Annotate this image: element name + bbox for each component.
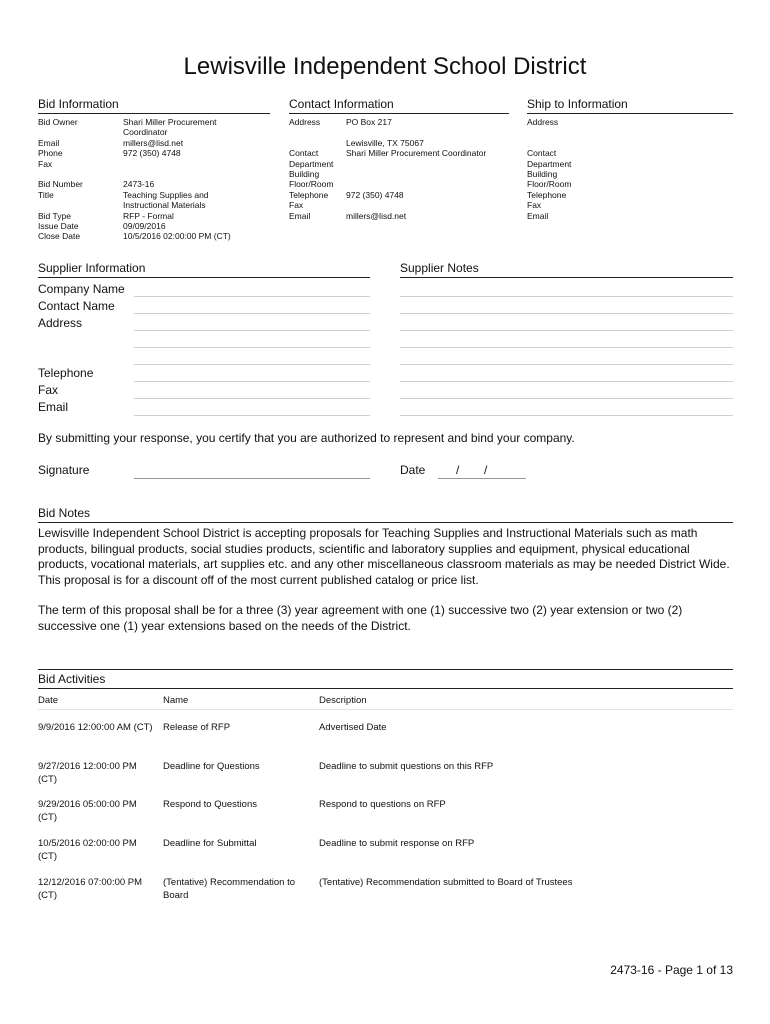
supplier-notes-line[interactable] bbox=[400, 330, 733, 331]
address-label: Address bbox=[38, 316, 83, 330]
ship-email-label: Email bbox=[527, 210, 549, 221]
activity-description: Deadline to submit response on RFP bbox=[319, 838, 475, 849]
supplier-information-heading: Supplier Information bbox=[38, 261, 146, 275]
column-header-date: Date bbox=[38, 695, 59, 706]
activity-description: (Tentative) Recommendation submitted to Board of Trustees bbox=[319, 877, 573, 888]
ship-info-rule bbox=[527, 113, 733, 114]
address-field-line-3[interactable] bbox=[134, 364, 370, 365]
contact-fax-label: Fax bbox=[289, 200, 304, 211]
bid-phone-value: 972 (350) 4748 bbox=[123, 148, 181, 159]
contact-telephone-label: Telephone bbox=[289, 189, 329, 200]
telephone-field[interactable] bbox=[134, 381, 370, 382]
bid-owner-label: Bid Owner bbox=[38, 117, 78, 127]
bid-notes-paragraph-2: The term of this proposal shall be for a three (3) year agreement with one (1) successive two (2) year extension or two (2) successive one (1) year extensions based on the needs of the District. bbox=[38, 603, 683, 633]
company-name-label: Company Name bbox=[38, 282, 125, 296]
column-header-rule bbox=[38, 709, 733, 710]
bid-notes-rule bbox=[38, 522, 733, 523]
date-label: Date bbox=[400, 463, 426, 477]
page-number: 2473-16 - Page 1 of 13 bbox=[610, 963, 733, 977]
contact-address-line2: Lewisville, TX 75067 bbox=[346, 137, 424, 148]
certify-statement: By submitting your response, you certify that you are authorized to represent and bind your company. bbox=[38, 431, 575, 445]
bid-activities-heading: Bid Activities bbox=[38, 672, 106, 686]
contact-telephone-value: 972 (350) 4748 bbox=[346, 189, 404, 200]
ship-contact-label: Contact bbox=[527, 148, 557, 159]
issue-date-value: 09/09/2016 bbox=[123, 221, 166, 231]
activity-date: 12/12/2016 07:00:00 PM (CT) bbox=[38, 877, 143, 901]
fax-label: Fax bbox=[38, 383, 59, 397]
contact-name-label: Contact Name bbox=[38, 299, 115, 313]
bid-owner-value-2: Coordinator bbox=[123, 127, 168, 138]
contact-label: Contact bbox=[289, 148, 319, 159]
contact-email-label: Email bbox=[289, 210, 311, 221]
contact-address-line1: PO Box 217 bbox=[346, 117, 392, 127]
contact-information-heading: Contact Information bbox=[289, 97, 394, 111]
supplier-notes-rule bbox=[400, 277, 733, 278]
activity-date: 9/9/2016 12:00:00 AM (CT) bbox=[38, 722, 153, 733]
date-separator-2: / bbox=[484, 463, 488, 477]
supplier-notes-heading: Supplier Notes bbox=[400, 261, 479, 275]
contact-address-label: Address bbox=[289, 117, 321, 127]
bid-number-value: 2473-16 bbox=[123, 179, 155, 190]
bid-title-value-1: Teaching Supplies and bbox=[123, 189, 209, 200]
column-header-name: Name bbox=[163, 695, 189, 706]
bid-fax-label: Fax bbox=[38, 158, 53, 169]
telephone-label: Telephone bbox=[38, 366, 94, 380]
bid-phone-label: Phone bbox=[38, 148, 63, 159]
activity-date: 10/5/2016 02:00:00 PM (CT) bbox=[38, 838, 137, 862]
bid-title-label: Title bbox=[38, 189, 54, 200]
bid-info-rule bbox=[38, 113, 270, 114]
contact-floor-label: Floor/Room bbox=[289, 179, 334, 190]
email-field[interactable] bbox=[134, 415, 370, 416]
email-label: Email bbox=[38, 400, 69, 414]
page-title: Lewisville Independent School District bbox=[183, 53, 587, 80]
activity-description: Advertised Date bbox=[319, 722, 387, 733]
ship-department-label: Department bbox=[527, 158, 572, 169]
fax-field[interactable] bbox=[134, 398, 370, 399]
activity-name: Deadline for Questions bbox=[163, 761, 260, 772]
supplier-notes-line[interactable] bbox=[400, 381, 733, 382]
company-name-field[interactable] bbox=[134, 296, 370, 297]
address-field-line-1[interactable] bbox=[134, 330, 370, 331]
date-field[interactable] bbox=[438, 478, 526, 479]
supplier-notes-line[interactable] bbox=[400, 398, 733, 399]
close-date-value: 10/5/2016 02:00:00 PM (CT) bbox=[123, 231, 231, 242]
activity-description: Respond to questions on RFP bbox=[319, 799, 446, 810]
contact-info-rule bbox=[289, 113, 509, 114]
activity-description: Deadline to submit questions on this RFP bbox=[319, 761, 494, 772]
ship-address-label: Address bbox=[527, 117, 559, 127]
activity-name: Respond to Questions bbox=[163, 799, 258, 810]
bid-type-label: Bid Type bbox=[38, 210, 71, 221]
activity-date: 9/29/2016 05:00:00 PM (CT) bbox=[38, 799, 137, 823]
ship-to-information-heading: Ship to Information bbox=[527, 97, 628, 111]
supplier-notes-line[interactable] bbox=[400, 296, 733, 297]
bid-activities-rule bbox=[38, 688, 733, 689]
contact-email-value: millers@lisd.net bbox=[346, 210, 407, 221]
supplier-notes-line[interactable] bbox=[400, 415, 733, 416]
supplier-notes-line[interactable] bbox=[400, 347, 733, 348]
contact-value: Shari Miller Procurement Coordinator bbox=[346, 148, 487, 159]
ship-telephone-label: Telephone bbox=[527, 189, 567, 200]
activity-name: Release of RFP bbox=[163, 722, 231, 733]
bid-notes-paragraph-1: Lewisville Independent School District is accepting proposals for Teaching Supplies and Instructional Materials such as math products, bilingual products, social studies products, scientific and laboratory supplies and equipment, physical educational products, vocational materials, art supplies etc. and any other miscellaneous classroom materials as may be needed District Wide. This proposal is for a discount off of the most current published catalog or price list. bbox=[38, 526, 730, 587]
bid-information-heading: Bid Information bbox=[38, 97, 119, 111]
address-field-line-2[interactable] bbox=[134, 347, 370, 348]
contact-department-label: Department bbox=[289, 158, 334, 169]
bid-activities-top-rule bbox=[38, 669, 733, 670]
activity-name: Deadline for Submittal bbox=[163, 838, 257, 849]
bid-notes-heading: Bid Notes bbox=[38, 506, 91, 520]
column-header-description: Description bbox=[319, 695, 367, 706]
activity-name: (Tentative) Recommendation to Board bbox=[163, 877, 296, 901]
bid-number-label: Bid Number bbox=[38, 179, 83, 190]
bid-type-value: RFP - Formal bbox=[123, 210, 174, 221]
ship-fax-label: Fax bbox=[527, 200, 542, 211]
bid-email-label: Email bbox=[38, 137, 60, 148]
contact-building-label: Building bbox=[289, 169, 320, 179]
signature-label: Signature bbox=[38, 463, 90, 477]
bid-title-value-2: Instructional Materials bbox=[123, 200, 206, 211]
signature-field[interactable] bbox=[134, 478, 370, 479]
supplier-notes-line[interactable] bbox=[400, 313, 733, 314]
supplier-info-rule bbox=[38, 277, 370, 278]
activity-date: 9/27/2016 12:00:00 PM (CT) bbox=[38, 761, 137, 785]
supplier-notes-line[interactable] bbox=[400, 364, 733, 365]
ship-building-label: Building bbox=[527, 169, 558, 179]
close-date-label: Close Date bbox=[38, 231, 81, 242]
bid-email-value: millers@lisd.net bbox=[123, 137, 184, 148]
bid-owner-value-1: Shari Miller Procurement bbox=[123, 117, 217, 127]
ship-floor-label: Floor/Room bbox=[527, 179, 572, 190]
issue-date-label: Issue Date bbox=[38, 221, 79, 231]
date-separator-1: / bbox=[456, 463, 460, 477]
contact-name-field[interactable] bbox=[134, 313, 370, 314]
